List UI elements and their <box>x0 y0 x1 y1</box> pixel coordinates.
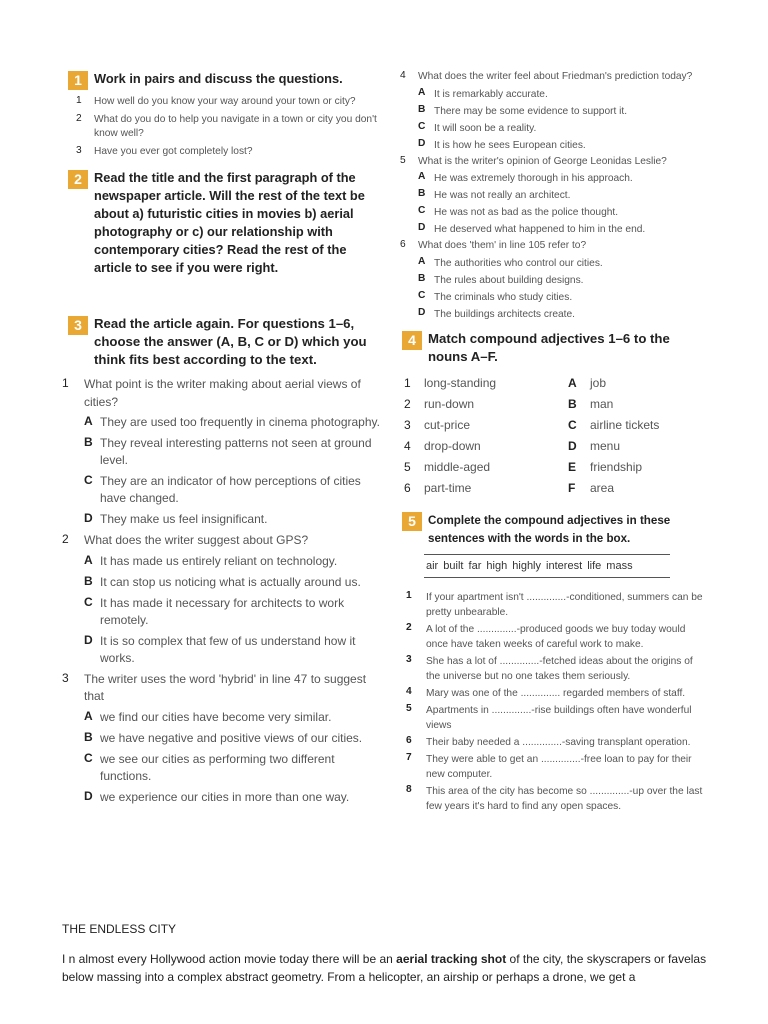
option-text: The criminals who study cities. <box>434 291 573 303</box>
sentence-item <box>398 654 704 684</box>
answer-option <box>60 709 386 726</box>
question-text: What do you do to help you navigate in a town or city you don't know well? <box>94 113 377 140</box>
option-text: He deserved what happened to him in the end. <box>434 224 646 236</box>
word-box: air built far high highly interest life mass <box>424 554 670 578</box>
exercise-3-questions-part-1 <box>60 376 386 806</box>
option-text: They are an indicator of how perceptions of cities have changed. <box>100 474 361 506</box>
answer-option <box>398 171 704 186</box>
noun: man <box>590 396 614 411</box>
option-text: He was not as bad as the police thought. <box>434 207 619 219</box>
option-letter: D <box>84 511 93 526</box>
exercise-instruction: Work in pairs and discuss the questions. <box>94 71 343 86</box>
option-letter: C <box>84 473 93 488</box>
answer-option <box>60 414 386 431</box>
question-item <box>60 145 386 160</box>
answer-option <box>398 307 704 322</box>
answer-option <box>60 473 386 507</box>
answer-option <box>60 751 386 785</box>
exercise-2-heading <box>60 169 386 277</box>
question-item <box>398 155 704 170</box>
article-text: I n almost every Hollywood action movie today there will be an <box>62 952 397 966</box>
exercise-instruction: Complete the compound adjectives in these sentences with the words in the box. <box>428 513 671 545</box>
answer-option <box>398 121 704 136</box>
sentence-number: 7 <box>406 751 412 763</box>
option-letter: C <box>84 594 93 609</box>
exercise-1-questions <box>60 95 386 159</box>
sentence-text: This area of the city has become so ..............-up over the last few years it's hard to find any open spaces. <box>426 785 703 812</box>
exercise-1-heading <box>60 70 386 88</box>
option-letter: A <box>418 86 426 98</box>
exercise-3-heading <box>60 315 386 369</box>
sentence-text: She has a lot of ..............-fetched ideas about the origins of the universe but no one takes them seriously. <box>426 655 693 682</box>
question-item <box>398 239 704 254</box>
article <box>62 922 722 986</box>
option-text: They make us feel insignificant. <box>100 512 268 527</box>
sentence-text: Mary was one of the .............. regarded members of staff. <box>426 687 686 699</box>
option-letter: A <box>418 255 426 267</box>
question-text: What does 'them' in line 105 refer to? <box>418 240 587 252</box>
option-text: The buildings architects create. <box>434 308 575 320</box>
answer-option <box>398 256 704 271</box>
answer-option <box>398 188 704 203</box>
sentence-text: If your apartment isn't ..............-conditioned, summers can be pretty unbearable. <box>426 591 703 618</box>
question-number: 2 <box>76 112 82 124</box>
adjective-number: 4 <box>404 438 411 453</box>
option-text: He was not really an architect. <box>434 190 571 202</box>
match-row <box>398 478 704 499</box>
option-text: It is remarkably accurate. <box>434 88 548 100</box>
question-text: What point is the writer making about aerial views of cities? <box>84 377 361 409</box>
noun-letter: F <box>568 480 576 495</box>
sentence-item <box>398 686 704 701</box>
answer-option <box>60 574 386 591</box>
exercise-instruction: Read the article again. For questions 1–6, choose the answer (A, B, C or D) which you think fits best according to the text. <box>94 316 367 368</box>
answer-option <box>60 633 386 667</box>
adjective-number: 5 <box>404 459 411 474</box>
answer-option <box>398 205 704 220</box>
sentence-item <box>398 784 704 814</box>
sentence-text: They were able to get an ..............-free loan to pay for their new computer. <box>426 753 692 780</box>
answer-option <box>60 730 386 747</box>
exercise-5-heading <box>398 511 704 547</box>
sentence-number: 1 <box>406 589 412 601</box>
compound-adjective: middle-aged <box>424 459 491 474</box>
option-text: It is so complex that few of us understand how it works. <box>100 633 356 665</box>
option-letter: A <box>84 708 93 723</box>
option-text: we have negative and positive views of our cities. <box>100 730 363 745</box>
answer-option <box>60 595 386 629</box>
option-text: It will soon be a reality. <box>434 122 537 134</box>
question-text: What does the writer suggest about GPS? <box>84 533 309 548</box>
question-number: 2 <box>62 532 69 547</box>
option-letter: B <box>84 573 93 588</box>
noun-letter: A <box>568 375 577 390</box>
match-table <box>398 373 704 499</box>
adjective-number: 2 <box>404 396 411 411</box>
option-letter: B <box>418 103 426 115</box>
option-text: They reveal interesting patterns not seen at ground level. <box>100 436 372 468</box>
noun: area <box>590 480 615 495</box>
match-row <box>398 394 704 415</box>
option-letter: B <box>418 188 426 200</box>
answer-option <box>60 511 386 528</box>
match-row <box>398 373 704 394</box>
article-bold-phrase: aerial tracking shot <box>396 952 507 966</box>
sentence-number: 2 <box>406 621 412 633</box>
noun: job <box>590 375 607 390</box>
option-letter: B <box>84 435 93 450</box>
answer-option <box>398 138 704 153</box>
question-text: What does the writer feel about Friedman's prediction today? <box>418 71 693 82</box>
adjective-number: 6 <box>404 480 411 495</box>
question-number: 1 <box>62 376 69 391</box>
answer-option <box>398 290 704 305</box>
option-text: They are used too frequently in cinema photography. <box>100 415 380 430</box>
option-letter: C <box>418 289 426 301</box>
match-row <box>398 415 704 436</box>
sentence-number: 6 <box>406 734 412 746</box>
adjective-number: 1 <box>404 375 411 390</box>
option-letter: D <box>418 222 426 234</box>
sentence-text: A lot of the ..............-produced goods we buy today would once have taken weeks of careful work to make. <box>426 623 686 650</box>
exercise-number-badge: 4 <box>402 331 422 350</box>
exercise-instruction: Read the title and the first paragraph of the newspaper article. Will the rest of the text be about a) futuristic cities in movies b) aerial photography or c) our relationship with contemporary cities? Read the rest of the article to see if you were right. <box>94 170 365 276</box>
answer-option <box>398 87 704 102</box>
compound-adjective: cut-price <box>424 417 471 432</box>
right-column <box>398 70 704 816</box>
noun-letter: B <box>568 396 577 411</box>
sentence-text: Their baby needed a ..............-saving transplant operation. <box>426 736 691 748</box>
question-item <box>60 532 386 550</box>
option-text: He was extremely thorough in his approach. <box>434 173 633 185</box>
noun-letter: E <box>568 459 577 474</box>
answer-option <box>398 273 704 288</box>
sentence-item <box>398 703 704 733</box>
question-number: 5 <box>400 154 406 166</box>
article-text: of the city, the skyscrapers or favelas below massing into a complex abstract geometry. From a helicopter, an airship or perhaps a drone, we get a <box>62 952 707 984</box>
option-text: we experience our cities in more than one way. <box>100 789 350 804</box>
exercise-number-badge: 3 <box>68 316 88 335</box>
match-row <box>398 436 704 457</box>
option-letter: D <box>418 137 426 149</box>
match-row <box>398 457 704 478</box>
compound-adjective: drop-down <box>424 438 481 453</box>
exercise-number-badge: 5 <box>402 512 422 531</box>
exercise-4-heading <box>398 330 704 366</box>
option-letter: D <box>84 632 93 647</box>
question-number: 3 <box>76 144 82 156</box>
option-text: It has made us entirely reliant on technology. <box>100 553 338 568</box>
question-number: 6 <box>400 239 406 251</box>
option-letter: A <box>418 171 426 183</box>
answer-option <box>398 104 704 119</box>
question-number: 3 <box>62 670 69 685</box>
noun-letter: D <box>568 438 577 453</box>
option-text: The authorities who control our cities. <box>434 257 603 269</box>
noun: menu <box>590 438 621 453</box>
option-letter: B <box>84 729 93 744</box>
noun: airline tickets <box>590 417 660 432</box>
exercise-instruction: Match compound adjectives 1–6 to the nouns A–F. <box>428 330 670 364</box>
option-letter: A <box>84 552 93 567</box>
option-text: we see our cities as performing two different functions. <box>100 751 335 783</box>
article-paragraph <box>62 950 722 986</box>
question-text: What is the writer's opinion of George Leonidas Leslie? <box>418 155 667 167</box>
compound-adjective: long-standing <box>424 375 497 390</box>
question-text: How well do you know your way around your town or city? <box>94 96 356 107</box>
question-item <box>398 70 704 85</box>
option-letter: B <box>418 272 426 284</box>
option-letter: C <box>418 205 426 217</box>
exercise-number-badge: 2 <box>68 170 88 189</box>
sentence-number: 5 <box>406 702 412 714</box>
exercise-5-sentences <box>398 590 704 814</box>
noun-letter: C <box>568 417 577 432</box>
adjective-number: 3 <box>404 417 411 432</box>
answer-option <box>60 435 386 469</box>
compound-adjective: run-down <box>424 396 475 411</box>
sentence-item <box>398 622 704 652</box>
sentence-number: 4 <box>406 685 412 697</box>
option-text: The rules about building designs. <box>434 274 584 286</box>
sentence-number: 8 <box>406 783 412 795</box>
sentence-item <box>398 590 704 620</box>
option-letter: A <box>84 414 93 429</box>
article-title: THE ENDLESS CITY <box>62 922 177 936</box>
option-letter: C <box>84 750 93 765</box>
answer-option <box>60 789 386 806</box>
option-text: It can stop us noticing what is actually around us. <box>100 574 361 589</box>
exercise-number-badge: 1 <box>68 71 88 90</box>
question-item <box>60 113 386 142</box>
answer-option <box>60 553 386 570</box>
question-number: 1 <box>76 95 82 106</box>
option-text: There may be some evidence to support it. <box>434 105 628 117</box>
left-column <box>60 70 386 810</box>
option-letter: D <box>418 306 426 318</box>
sentence-item <box>398 735 704 750</box>
sentence-item <box>398 752 704 782</box>
option-letter: D <box>84 788 93 803</box>
question-item <box>60 95 386 110</box>
answer-option <box>398 222 704 237</box>
question-number: 4 <box>400 70 406 81</box>
question-item <box>60 376 386 411</box>
question-item <box>60 671 386 706</box>
option-text: It is how he sees European cities. <box>434 139 586 151</box>
option-letter: C <box>418 120 426 132</box>
exercise-3-questions-part-2 <box>398 70 704 322</box>
compound-adjective: part-time <box>424 480 472 495</box>
sentence-number: 3 <box>406 653 412 665</box>
question-text: Have you ever got completely lost? <box>94 145 253 157</box>
sentence-text: Apartments in ..............-rise buildings often have wonderful views <box>426 704 692 731</box>
question-text: The writer uses the word 'hybrid' in line 47 to suggest that <box>84 671 367 704</box>
option-text: we find our cities have become very similar. <box>100 709 332 724</box>
option-text: It has made it necessary for architects to work remotely. <box>100 595 345 627</box>
noun: friendship <box>590 459 643 474</box>
